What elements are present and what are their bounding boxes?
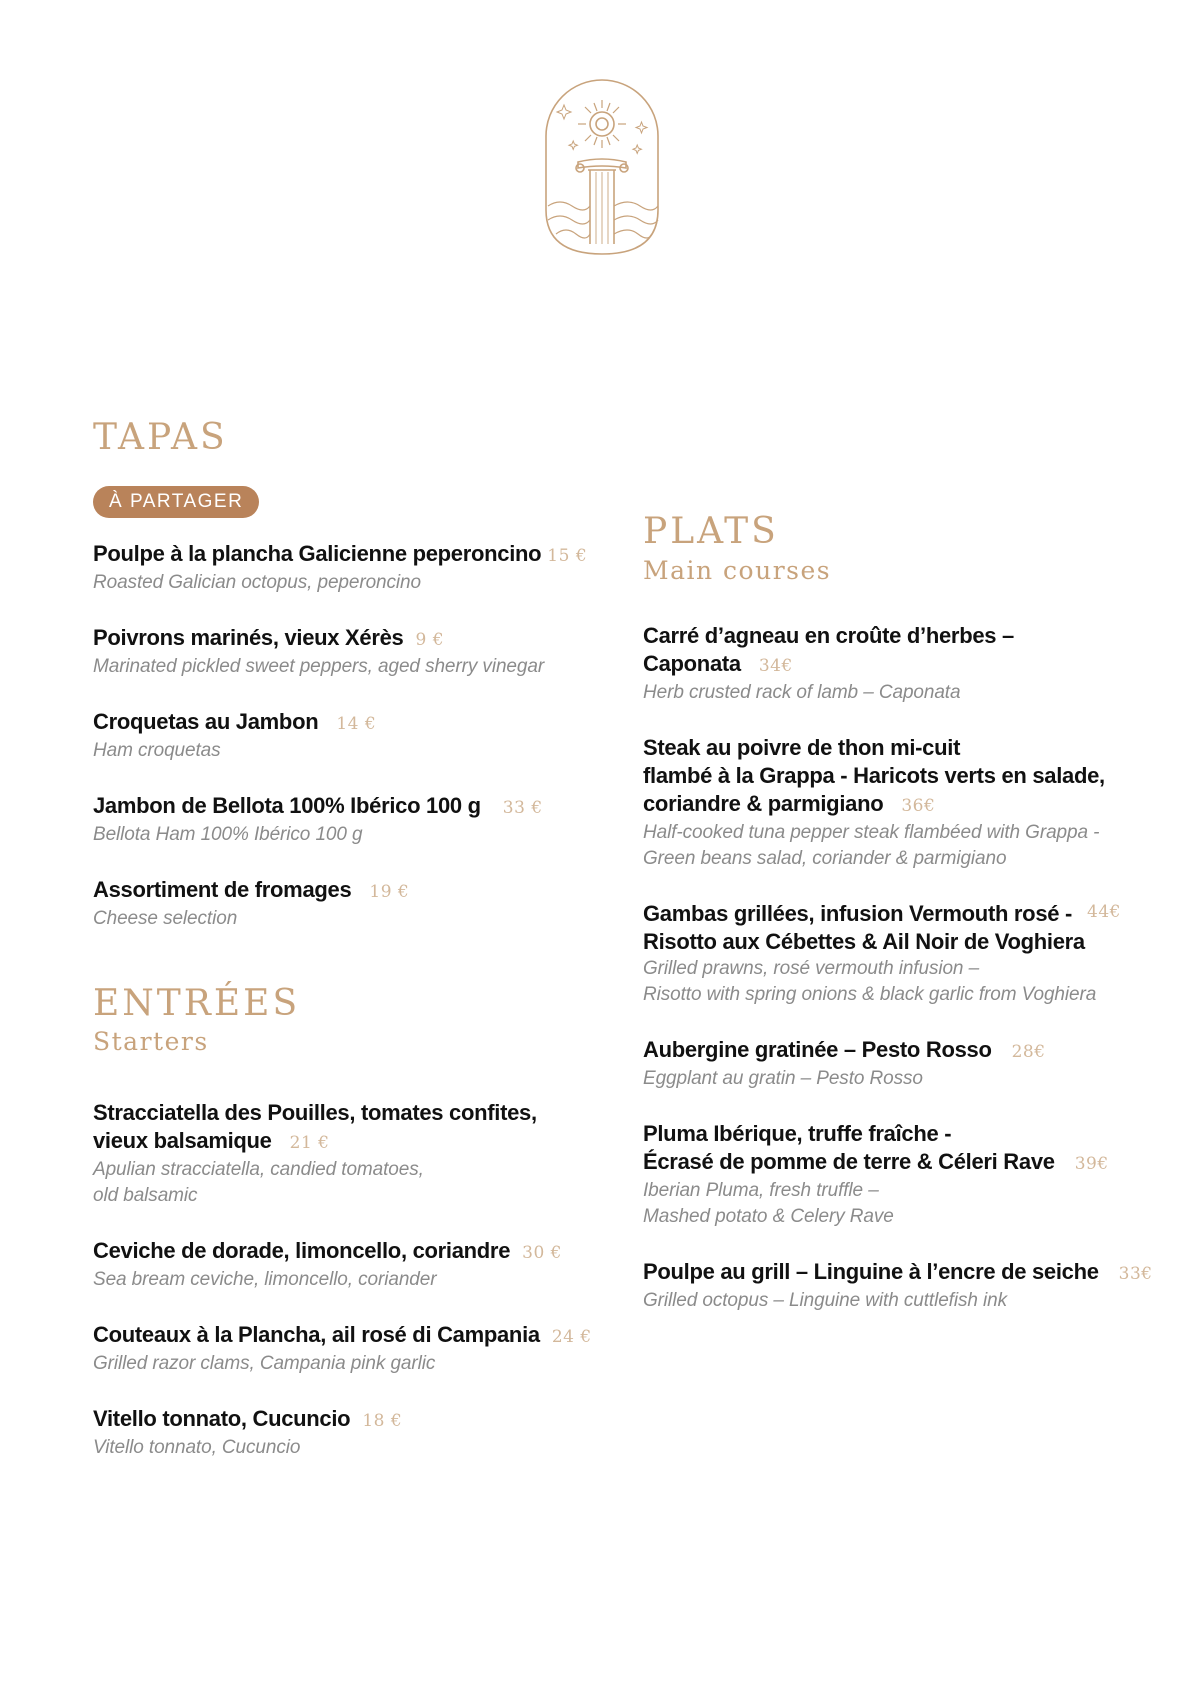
item-price: 15 € [547,545,588,566]
item-description: Grilled octopus – Linguine with cuttlefish ink [643,1289,1007,1311]
item-description: Roasted Galician octopus, peperoncino [93,571,421,593]
item-name: Jambon de Bellota 100% Ibérico 100 g [93,792,481,818]
item-price: 21 € [289,1133,330,1154]
menu-item [93,1099,613,1209]
item-price: 44€ [1087,901,1121,922]
menu-item [93,624,613,680]
menu-item [93,540,613,596]
item-price: 19 € [369,881,410,902]
item-description: Herb crusted rack of lamb – Caponata [643,681,961,703]
sun-column-emblem-icon [536,70,668,256]
menu-item [643,1120,1163,1230]
item-price: 24 € [551,1327,592,1348]
item-price: 33 € [502,797,543,818]
item-description: Ham croquetas [93,739,221,761]
tapas-title: TAPAS [93,417,228,458]
item-description: Grilled prawns, rosé vermouth infusion – Risotto with spring onions & black garlic from Voghiera [643,957,1097,1005]
entrees-title: ENTRÉES [93,982,301,1024]
plats-title: PLATS [643,511,779,552]
menu-item [93,792,613,848]
item-name: Stracciatella des Pouilles, tomates confites, vieux balsamique [93,1100,537,1154]
item-name: Aubergine gratinée – Pesto Rosso [643,1036,992,1062]
item-description: Grilled razor clams, Campania pink garlic [93,1353,436,1375]
item-description: Half-cooked tuna pepper steak flambéed with Grappa - Green beans salad, coriander & parmigiano [643,821,1100,869]
item-description: Cheese selection [93,907,238,929]
item-price: 28€ [1011,1041,1046,1062]
item-description: Vitello tonnato, Cucuncio [93,1437,301,1459]
menu-item [643,1036,1163,1092]
plats-subtitle: Main courses [643,555,832,585]
item-price: 39€ [1074,1153,1109,1174]
item-price: 36€ [901,795,936,816]
item-description: Sea bream ceviche, limoncello, coriander [93,1269,437,1291]
item-name: Carré d’agneau en croûte d’herbes – Caponata [643,622,1014,676]
left-column [93,418,613,1461]
item-description: Bellota Ham 100% Ibérico 100 g [93,823,363,845]
item-name: Poulpe au grill – Linguine à l’encre de seiche [643,1258,1099,1284]
menu-item [93,1405,613,1461]
item-name: Assortiment de fromages [93,876,352,902]
item-name: Vitello tonnato, Cucuncio [93,1406,351,1432]
item-price: 14 € [336,713,377,734]
right-column [643,512,1163,1314]
item-name: Poivrons marinés, vieux Xérès [93,624,404,650]
item-price: 18 € [362,1411,403,1432]
item-description: Eggplant au gratin – Pesto Rosso [643,1067,923,1089]
menu-item [93,1321,613,1377]
menu-item [643,734,1163,872]
item-price: 33€ [1118,1263,1153,1284]
item-name: Poulpe à la plancha Galicienne peperoncino [93,540,542,566]
item-name: Croquetas au Jambon [93,708,319,734]
item-description: Apulian stracciatella, candied tomatoes, old balsamic [93,1159,424,1207]
entrees-subtitle: Starters [93,1027,209,1057]
item-price: 9 € [415,629,445,650]
item-name: Pluma Ibérique, truffe fraîche - Écrasé de pomme de terre & Céleri Rave [643,1120,1055,1174]
a-partager-badge: À PARTAGER [93,486,259,518]
item-name: Steak au poivre de thon mi-cuit flambé à la Grappa - Haricots verts en salade, coriandre & parmigiano [643,734,1105,816]
menu-item [643,622,1163,706]
item-price: 34€ [758,655,793,676]
menu-item [93,876,613,932]
item-name: Couteaux à la Plancha, ail rosé di Campania [93,1322,540,1348]
item-description: Iberian Pluma, fresh truffle – Mashed potato & Celery Rave [643,1179,894,1227]
item-description: Marinated pickled sweet peppers, aged sherry vinegar [93,655,545,677]
menu-item [93,708,613,764]
item-name: Ceviche de dorade, limoncello, coriandre [93,1238,511,1264]
menu-item [93,1237,613,1293]
item-name: Gambas grillées, infusion Vermouth rosé - Risotto aux Cébettes & Ail Noir de Voghiera [643,900,1085,954]
menu-item [643,1258,1163,1314]
menu-item [643,900,1163,1008]
item-price: 30 € [522,1243,562,1264]
